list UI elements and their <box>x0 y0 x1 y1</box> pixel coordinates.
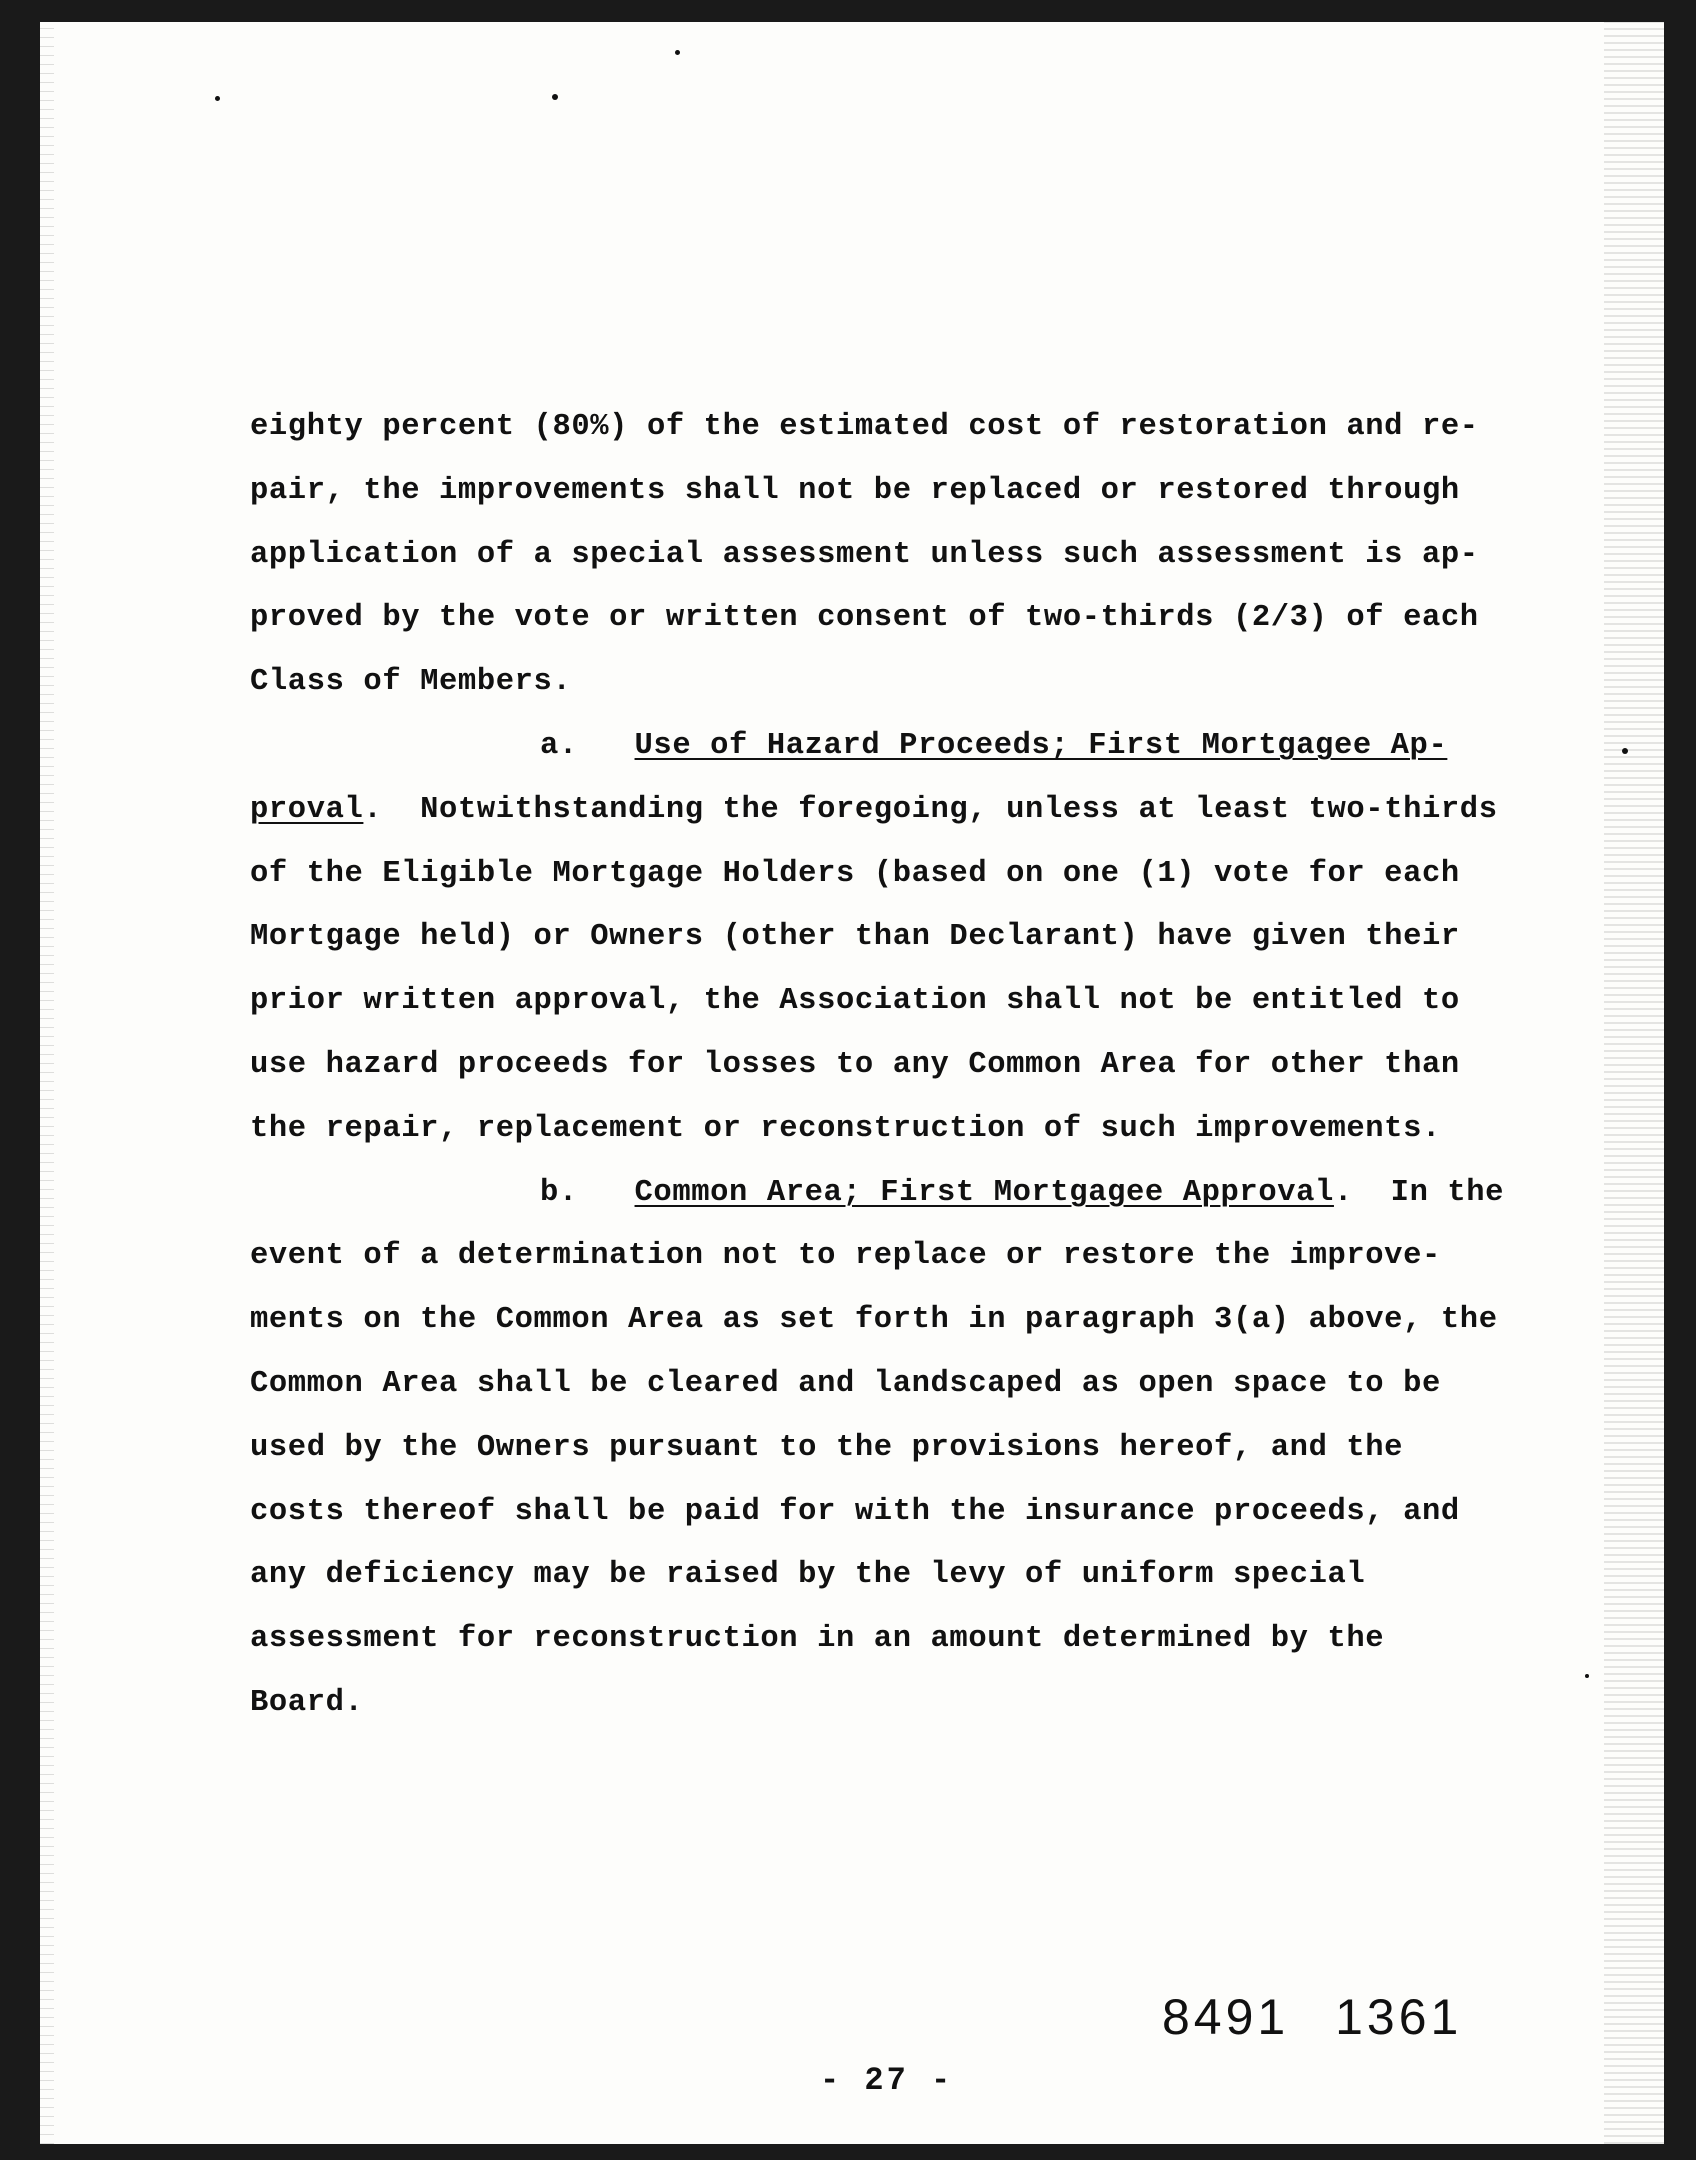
body-line: use hazard proceeds for losses to any Common Area for other than <box>250 1047 1460 1082</box>
body-line: Class of Members. <box>250 665 572 700</box>
section-a-first-line: proval. Notwithstanding the foregoing, unless at least two-thirds <box>250 792 1498 827</box>
body-line: Common Area shall be cleared and landscaped as open space to be <box>250 1366 1441 1401</box>
body-line: any deficiency may be raised by the levy of uniform special <box>250 1558 1366 1593</box>
body-line: used by the Owners pursuant to the provisions hereof, and the <box>250 1430 1404 1465</box>
section-b-heading-line: b. Common Area; First Mortgagee Approval. In the <box>540 1175 1505 1210</box>
body-line: pair, the improvements shall not be replaced or restored through <box>250 473 1460 508</box>
body-line: the repair, replacement or reconstruction of such improvements. <box>250 1111 1441 1146</box>
section-b-label: b. <box>540 1175 578 1210</box>
body-line: assessment for reconstruction in an amount determined by the <box>250 1622 1385 1657</box>
body-line: of the Eligible Mortgage Holders (based on one (1) vote for each <box>250 856 1460 891</box>
document-body <box>250 396 1580 1736</box>
page-number: - 27 - <box>820 2062 954 2099</box>
document-page <box>40 22 1664 2144</box>
scan-edge-right <box>1604 22 1664 2144</box>
body-line: ments on the Common Area as set forth in paragraph 3(a) above, the <box>250 1303 1498 1338</box>
body-line: eighty percent (80%) of the estimated cost of restoration and re- <box>250 410 1479 444</box>
body-line: event of a determination not to replace or restore the improve- <box>250 1239 1441 1274</box>
scan-speck <box>1622 748 1628 754</box>
section-a-heading-continued: proval <box>250 792 364 827</box>
body-line: prior written approval, the Association shall not be entitled to <box>250 984 1460 1019</box>
scan-speck <box>1585 1674 1589 1678</box>
section-a-heading-line <box>250 715 1580 779</box>
scan-edge-left <box>40 22 54 2144</box>
body-line: application of a special assessment unless such assessment is ap- <box>250 537 1479 572</box>
scan-speck <box>215 96 220 101</box>
body-line: In the <box>1390 1175 1505 1210</box>
body-line: Board. <box>250 1685 364 1720</box>
scan-speck <box>675 50 680 55</box>
section-b-heading: Common Area; First Mortgagee Approval <box>634 1175 1334 1210</box>
document-record-number: 8491 1361 <box>1162 1989 1463 2045</box>
body-line: costs thereof shall be paid for with the insurance proceeds, and <box>250 1494 1460 1529</box>
section-a-label: a. <box>540 728 578 763</box>
body-line: Mortgage held) or Owners (other than Declarant) have given their <box>250 920 1460 955</box>
body-line: Notwithstanding the foregoing, unless at least two-thirds <box>420 792 1498 827</box>
section-a-heading: Use of Hazard Proceeds; First Mortgagee Ap- <box>634 728 1448 763</box>
scan-speck <box>552 94 558 100</box>
body-line: proved by the vote or written consent of two-thirds (2/3) of each <box>250 601 1479 636</box>
